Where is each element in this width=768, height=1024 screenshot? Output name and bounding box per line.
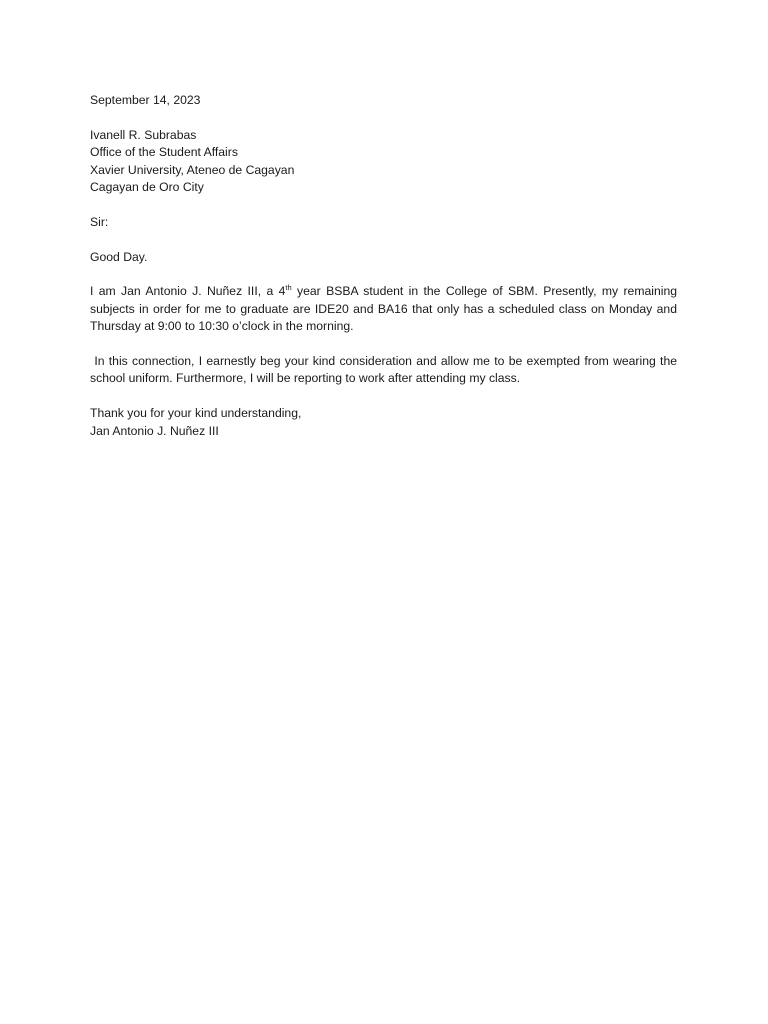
spacer bbox=[90, 388, 677, 405]
paragraph-introduction bbox=[90, 283, 677, 335]
paragraph-request: In this connection, I earnestly beg your kind consideration and allow me to be exempted from wearing the school uniform. Furthermore, I will be reporting to work after attending my class. bbox=[90, 354, 681, 386]
recipient-office: Office of the Student Affairs bbox=[90, 145, 238, 160]
spacer bbox=[90, 266, 677, 283]
closing-line: Thank you for your kind understanding, bbox=[90, 406, 302, 421]
spacer bbox=[90, 336, 677, 353]
spacer bbox=[90, 109, 677, 126]
spacer bbox=[90, 196, 677, 213]
greeting: Good Day. bbox=[90, 249, 148, 264]
recipient-block bbox=[90, 127, 677, 197]
recipient-institution: Xavier University, Ateneo de Cagayan bbox=[90, 162, 295, 177]
recipient-city: Cagayan de Oro City bbox=[90, 180, 204, 195]
spacer bbox=[90, 231, 677, 248]
letter-body bbox=[90, 92, 681, 440]
paragraph-introduction-text-end: year BSBA student in the College of SBM. Presently, my remaining subjects in order for me to graduate are IDE20 and BA16 that only has a scheduled class on Monday and Thursday at 9:00 to 10:30 o’clock in the morning. bbox=[90, 284, 677, 334]
salutation: Sir: bbox=[90, 214, 109, 229]
ordinal-suffix: th bbox=[285, 283, 292, 293]
paragraph-introduction-text-start: I am Jan Antonio J. Nuñez III, a 4 bbox=[90, 284, 286, 299]
letter-date: September 14, 2023 bbox=[90, 93, 201, 107]
signature-name: Jan Antonio J. Nuñez III bbox=[90, 423, 219, 438]
recipient-name: Ivanell R. Subrabas bbox=[90, 127, 197, 142]
